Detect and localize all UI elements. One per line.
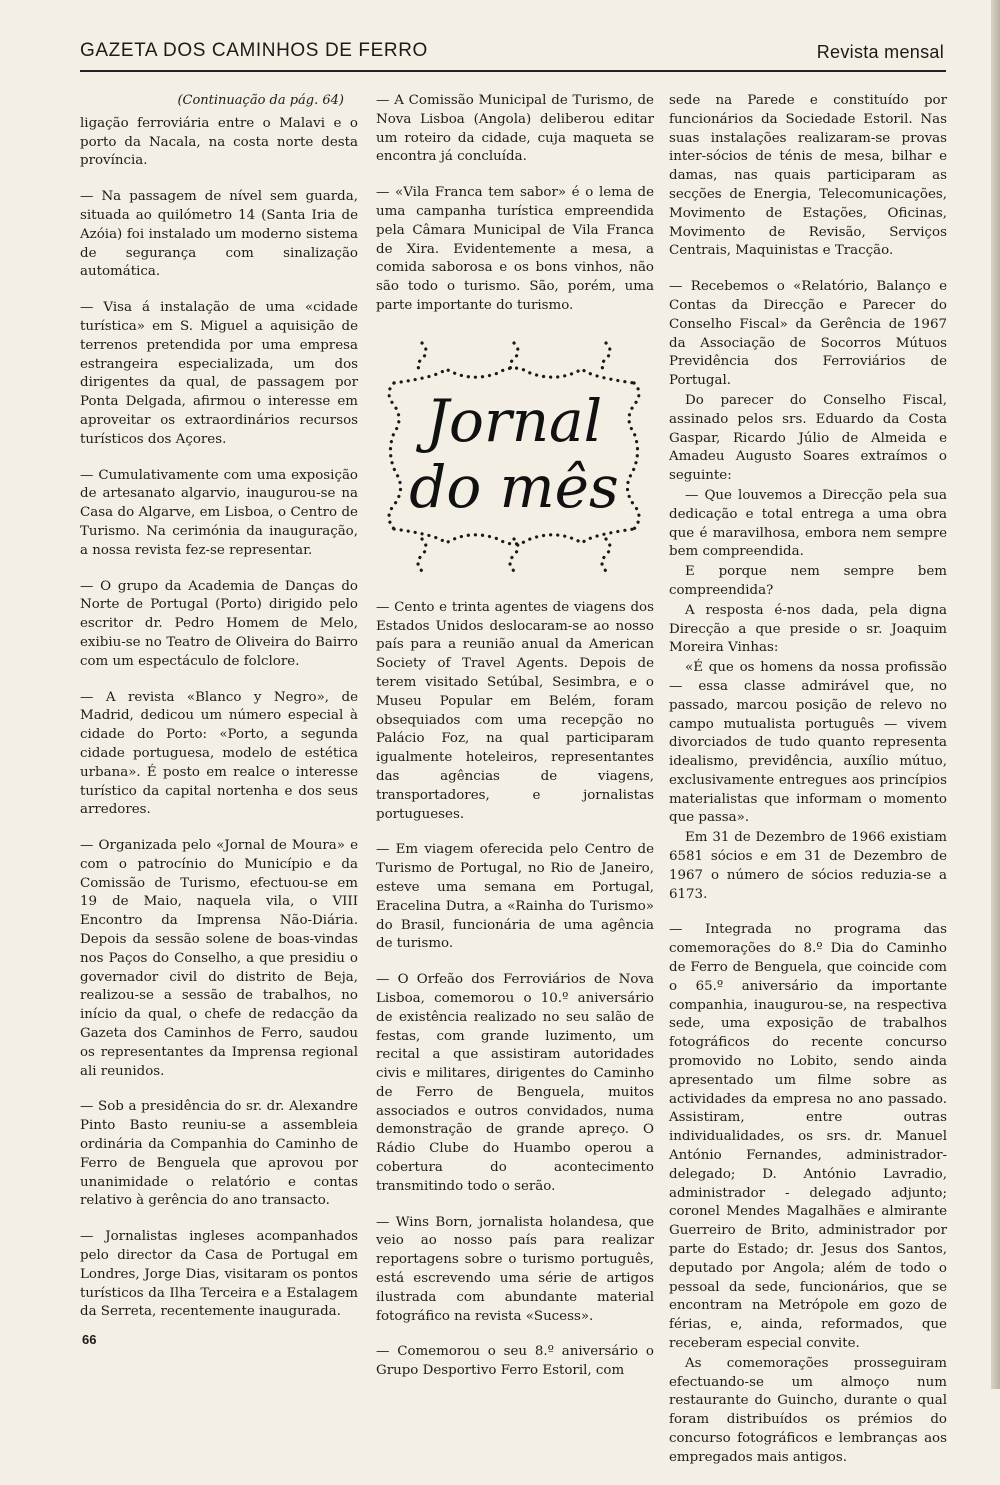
jornal-do-mes-logo <box>378 333 650 577</box>
paragraph: — A revista «Blanco y Negro», de Madrid, dedicou um número especial à cidade do Porto: «Porto, a segunda cidade portuguesa, modelo de estética urbana». É posto em realce o interesse turístico da capital nortenha e dos seus arredores. <box>80 689 358 818</box>
paragraph: — Wins Born, jornalista holandesa, que veio ao nosso país para realizar reportagens sobre o turismo português, está escrevendo uma série de artigos ilustrada com abundante material fotográfico na revista «Sucess». <box>376 1214 654 1324</box>
paragraph: — Recebemos o «Relatório, Balanço e Contas da Direcção e Parecer do Conselho Fiscal» da Gerência de 1967 da Associação de Socorros Mútuos Previdência dos Ferroviários de Portugal. <box>669 279 947 389</box>
quote: «É que os homens da nossa profissão — essa classe admirável que, no passado, marcou posição de relevo no campo mutualista português — vivem divorciados de tudo quanto representa idealismo, previdência, auxílio mútuo, exclusivamente entregues aos princípios materialistas que informam o momento que passa». <box>669 660 947 826</box>
page-edge <box>991 0 1000 1389</box>
paragraph: — Integrada no programa das comemorações do 8.º Dia do Caminho de Ferro de Benguela, que coincide com o 65.º aniversário da importante companhia, inaugurou-se, na respectiva sede, uma exposição de trabalhos fotográficos do recente concurso promovido no Lobito, sendo ainda apresentado um filme sobre as actividades da empresa no ano passado. Assistiram, entre outras individualidades, os srs. dr. Manuel António Fernandes, administrador-delegado; D. António Lavradio, administrador - delegado adjunto; coronel Mendes Magalhães e almirante Guerreiro de Brito, administrador por parte do Estado; dr. Jesus dos Santos, deputado por Angola; além de todo o pessoal da sede, funcionários, que se encontram na Metrópole em gozo de férias, e, ainda, reformados, que receberam especial convite. <box>669 922 947 1351</box>
paragraph: — Visa á instalação de uma «cidade turística» em S. Miguel a aquisição de terrenos pretendida por uma empresa estrangeira especializada, um dos dirigentes da qual, de passagem por Ponta Delgada, afirmou o interesse em aproveitar os extraordinários recursos turísticos dos Açores. <box>80 300 358 447</box>
paragraph: ligação ferroviária entre o Malavi e o porto da Nacala, na costa norte desta província. <box>80 115 358 169</box>
paragraph: — A Comissão Municipal de Turismo, de Nova Lisboa (Angola) deliberou editar um roteiro da cidade, cuja maqueta se encontra já concluída. <box>376 93 654 165</box>
paragraph: — O grupo da Academia de Danças do Norte de Portugal (Porto) dirigido pelo escritor dr. Pedro Homem de Melo, exibiu-se no Teatro de Oliveira do Bairro com um espectáculo de folclore. <box>80 578 358 669</box>
paragraph: — Cumulativamente com uma exposição de artesanato algarvio, inaugurou-se na Casa do Algarve, em Lisboa, o Centro de Turismo. Na cerimónia da inauguração, a nossa revista fez-se representar. <box>80 467 358 558</box>
paragraph: — O Orfeão dos Ferroviários de Nova Lisboa, comemorou o 10.º aniversário de existência realizado no seu salão de festas, com grande luzimento, um recital a que assistiram autoridades civis e militares, dirigentes do Caminho de Ferro de Benguela, muitos associados e outros convidados, numa demonstração de grande apreço. O Rádio Clube do Huambo operou a cobertura do acontecimento transmitindo todo o serão. <box>376 972 654 1194</box>
column-3 <box>669 92 947 1485</box>
page-number: 66 <box>82 1332 97 1347</box>
paragraph: — Jornalistas ingleses acompanhados pelo director da Casa de Portugal em Londres, Jorge Dias, visitaram os pontos turísticos da Ilha Terceira e a Estalagem da Serreta, recentemente inaugurada. <box>80 1229 358 1320</box>
journal-title: GAZETA DOS CAMINHOS DE FERRO <box>80 40 428 61</box>
page-header <box>80 36 946 72</box>
paragraph: — Sob a presidência do sr. dr. Alexandre Pinto Basto reuniu-se a assembleia ordinária da Companhia do Caminho de Ferro de Benguela que aprovou por unanimidade o relatório e contas relativo à gerência do ano transacto. <box>80 1099 358 1209</box>
paragraph: Do parecer do Conselho Fiscal, assinado pelos srs. Eduardo da Costa Gaspar, Ricardo Júlio de Almeida e Amadeu Augusto Soares extraímos o seguinte: <box>669 392 947 484</box>
paragraph: A resposta é-nos dada, pela digna Direcção a que preside o sr. Joaquim Moreira Vinhas: <box>669 602 947 656</box>
paragraph: sede na Parede e constituído por funcionários da Sociedade Estoril. Nas suas instalações realizaram-se provas inter-sócios de ténis de mesa, bilhar e damas, nas quais participaram as secções de Energia, Telecomunicações, Movimento de Estações, Oficinas, Movimento de Revisão, Serviços Centrais, Maquinistas e Tracção. <box>669 93 947 259</box>
paragraph: — Em viagem oferecida pelo Centro de Turismo de Portugal, no Rio de Janeiro, esteve uma semana em Portugal, Eracelina Dutra, a «Rainha do Turismo» do Brasil, funcionária de uma agência de turismo. <box>376 842 654 952</box>
paragraph: — Organizada pelo «Jornal de Moura» e com o patrocínio do Município e da Comissão de Turismo, efectuou-se em 19 de Maio, naquela vila, o VIII Encontro da Imprensa Não-Diária. Depois da sessão solene de boas-vindas nos Paços do Conselho, a que presidiu o governador civil do distrito de Beja, realizou-se a sessão de trabalhos, no início da qual, o chefe de redacção da Gazeta dos Caminhos de Ferro, saudou os representantes da Imprensa regional ali reunidos. <box>80 838 358 1079</box>
paragraph: — Na passagem de nível sem guarda, situada ao quilómetro 14 (Santa Iria de Azóia) foi instalado um moderno sistema de segurança com sinalização automática. <box>80 189 358 280</box>
section-label: Revista mensal <box>816 42 944 62</box>
paragraph: E porque nem sempre bem compreendida? <box>669 564 947 598</box>
paragraph: — «Vila Franca tem sabor» é o lema de uma campanha turística empreendida pela Câmara Municipal de Vila Franca de Xira. Evidentemente a mesa, a comida saborosa e os bons vinhos, não são todo o turismo. São, porém, uma parte importante do turismo. <box>376 185 654 313</box>
logo-line-2: do mês <box>409 452 619 521</box>
continuation-note: (Continuação da pág. 64) <box>177 93 344 108</box>
column-2 <box>376 92 654 1398</box>
paragraph: Em 31 de Dezembro de 1966 existiam 6581 sócios e em 31 de Dezembro de 1967 o número de sócios reduzia-se a 6173. <box>669 830 947 902</box>
paragraph: As comemorações prosseguiram efectuando-se um almoço num restaurante do Guincho, durante o qual foram distribuídos os prémios do concurso fotográficos e lembranças aos empregados mais antigos. <box>669 1355 947 1465</box>
logo-line-1: Jornal <box>425 386 603 455</box>
paragraph: — Que louvemos a Direcção pela sua dedicação e total entrega a uma obra que é maravilhosa, embora nem sempre bem compreendida. <box>669 487 947 560</box>
column-1 <box>80 92 358 1339</box>
paragraph: — Cento e trinta agentes de viagens dos Estados Unidos deslocaram-se ao nosso país para a reunião anual da American Society of Travel Agents. Depois de terem visitado Setúbal, Sesimbra, e o Museu Popular em Belém, foram obsequiados com uma recepção no Palácio Foz, na qual participaram igualmente hoteleiros, representantes das agências de viagens, transportadores, e jornalistas portugueses. <box>376 599 654 822</box>
paragraph: — Comemorou o seu 8.º aniversário o Grupo Desportivo Ferro Estoril, com <box>376 1344 654 1379</box>
